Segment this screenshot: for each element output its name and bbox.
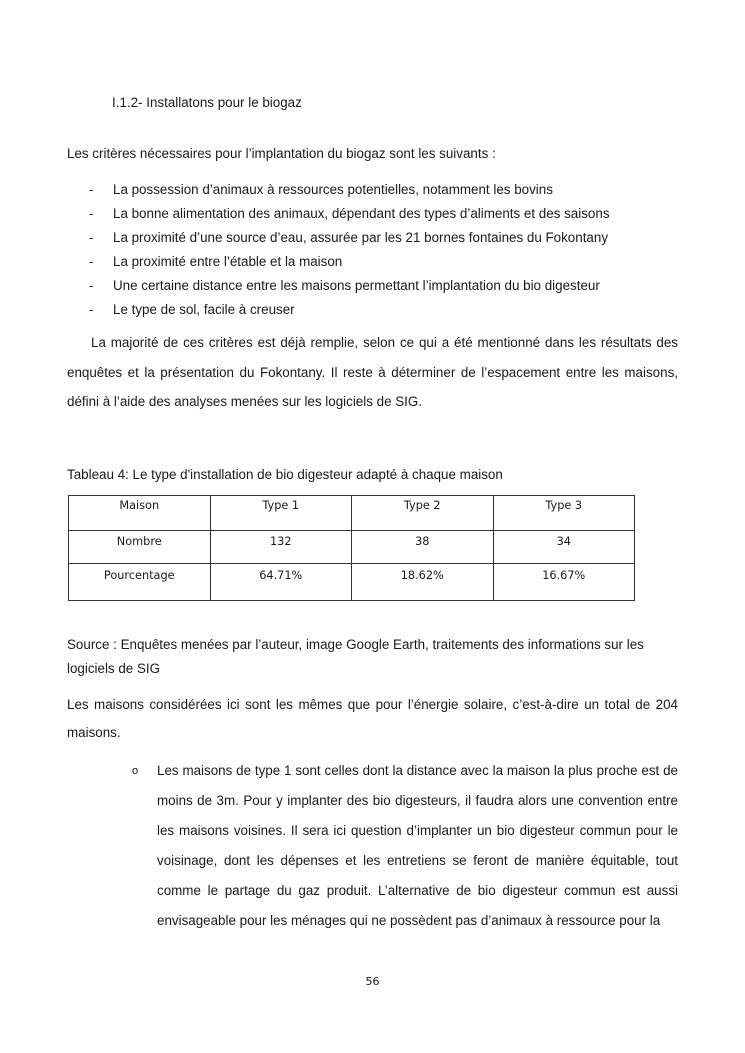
list-item [67,206,610,230]
table-header-row [69,496,635,531]
list-item [67,278,610,302]
table-cell: 16.67% [493,564,635,601]
paragraph-house-total: Les maisons considérées ici sont les mêmes que pour l’énergie solaire, c’est-à-dire un total de 204 maisons. [67,697,678,740]
bullet-dash: - [89,254,94,269]
page-number: 56 [365,975,380,988]
bullet-dash: - [89,278,94,293]
table-header-cell: Type 1 [210,496,352,531]
table-cell: 64.71% [210,564,352,601]
table-header-cell: Type 2 [352,496,494,531]
list-item [67,254,610,278]
table-cell: 34 [493,531,635,564]
criterion-text: La proximité entre l’étable et la maison [113,254,343,269]
bullet-dash: - [89,182,94,197]
biodigester-table [68,495,635,601]
list-item [67,182,610,206]
table-header-cell: Type 3 [493,496,635,531]
section-heading: I.1.2- Installatons pour le biogaz [112,95,302,110]
list-item [67,230,610,254]
criterion-text: Le type de sol, facile à creuser [113,302,295,317]
table-source: Source : Enquêtes menées par l’auteur, image Google Earth, traitements des informations sur les logiciels de SIG [67,637,644,676]
table-caption: Tableau 4: Le type d'installation de bio digesteur adapté à chaque maison [67,467,503,482]
intro-text: Les critères nécessaires pour l’implantation du biogaz sont les suivants : [67,146,496,161]
sub-bullet-item [132,756,678,936]
table-cell: 132 [210,531,352,564]
table-header-cell: Maison [69,496,211,531]
table-cell: 18.62% [352,564,494,601]
bullet-dash: - [89,302,94,317]
criterion-text: La possession d’animaux à ressources potentielles, notamment les bovins [113,182,553,197]
table-row [69,564,635,601]
list-item [67,302,610,326]
criteria-list [67,182,610,326]
table-cell: Pourcentage [69,564,211,601]
criterion-text: La proximité d’une source d’eau, assurée par les 21 bornes fontaines du Fokontany [113,230,609,245]
table-cell: 38 [352,531,494,564]
bullet-dash: - [89,230,94,245]
circle-bullet-icon: o [132,765,139,777]
table-cell: Nombre [69,531,211,564]
table-row [69,531,635,564]
bullet-dash: - [89,206,94,221]
sub-bullet-text: Les maisons de type 1 sont celles dont la distance avec la maison la plus proche est de moins de 3m. Pour y implanter des bio digesteurs, il faudra alors une convention entre les maisons voisines. Il sera ici question d’implanter un bio digesteur commun pour le voisinage, dont les dépenses et les entretiens se feront de manière équitable, tout comme le partage du gaz produit. L’alternative de bio digesteur commun est aussi envisageable pour les ménages qui ne possèdent pas d’animaux à ressource pour la [157,763,678,928]
paragraph-criteria-summary: La majorité de ces critères est déjà remplie, selon ce qui a été mentionné dans les résultats des enquêtes et la présentation du Fokontany. Il reste à déterminer de l’espacement entre les maisons, défini à l’aide des analyses menées sur les logiciels de SIG. [67,335,678,409]
criterion-text: La bonne alimentation des animaux, dépendant des types d’aliments et des saisons [113,206,610,221]
criterion-text: Une certaine distance entre les maisons permettant l’implantation du bio digesteur [113,278,600,293]
